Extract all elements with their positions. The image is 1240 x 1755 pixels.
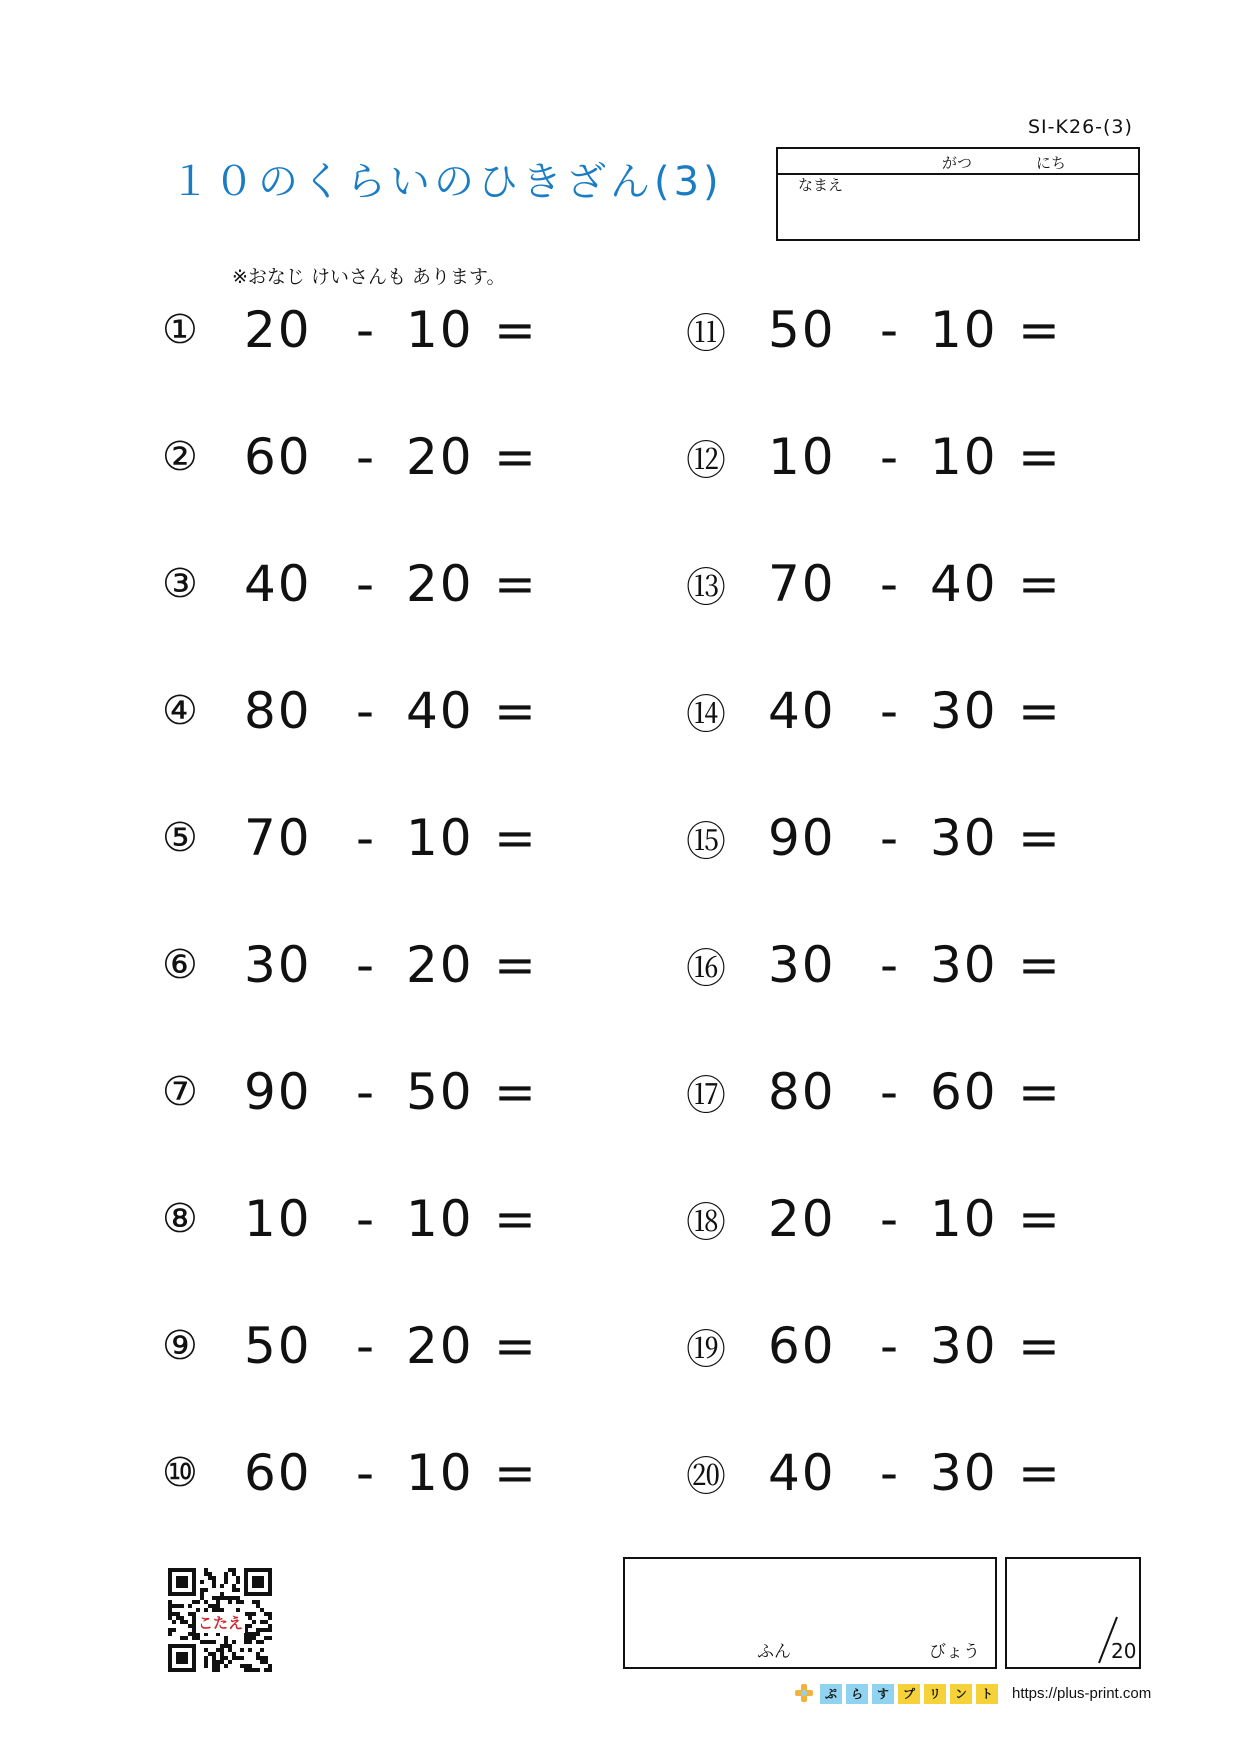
- problem-item: [686, 1443, 1062, 1503]
- problem-expression: [768, 1190, 1062, 1248]
- subtrahend: 20: [406, 555, 474, 613]
- problem-item: [162, 1316, 538, 1376]
- logo-tile: ら: [846, 1684, 868, 1704]
- minus-sign: -: [879, 682, 901, 740]
- problem-item: [162, 808, 538, 868]
- logo-tile: リ: [924, 1684, 946, 1704]
- answer-label: こたえ: [198, 1614, 244, 1632]
- subtrahend: 20: [406, 1317, 474, 1375]
- equals-sign: =: [1018, 936, 1062, 994]
- problem-item: [162, 300, 538, 360]
- minus-sign: -: [355, 1444, 377, 1502]
- equals-sign: =: [494, 809, 538, 867]
- problem-expression: [244, 936, 538, 994]
- minuend: 90: [768, 809, 836, 867]
- problem-number: ⑨: [162, 1323, 198, 1369]
- problem-number: ⑪: [686, 310, 726, 357]
- subtrahend: 10: [406, 1190, 474, 1248]
- minuend: 80: [244, 682, 312, 740]
- equals-sign: =: [1018, 1317, 1062, 1375]
- subtrahend: 10: [930, 428, 998, 486]
- equals-sign: =: [494, 682, 538, 740]
- minus-sign: -: [355, 936, 377, 994]
- minus-sign: -: [355, 301, 377, 359]
- minuend: 60: [244, 428, 312, 486]
- problem-expression: [244, 1317, 538, 1375]
- subtrahend: 50: [406, 1063, 474, 1121]
- site-url[interactable]: https://plus-print.com: [1012, 1684, 1152, 1702]
- problem-number: ⑫: [686, 437, 726, 484]
- problem-expression: [768, 1063, 1062, 1121]
- minutes-label: ふん: [757, 1642, 791, 1662]
- minuend: 60: [768, 1317, 836, 1375]
- minus-sign: -: [355, 1317, 377, 1375]
- problem-expression: [244, 428, 538, 486]
- equals-sign: =: [494, 936, 538, 994]
- problem-number: ⑲: [686, 1326, 726, 1373]
- equals-sign: =: [494, 428, 538, 486]
- problem-item: [162, 427, 538, 487]
- equals-sign: =: [1018, 809, 1062, 867]
- equals-sign: =: [494, 1317, 538, 1375]
- minuend: 10: [768, 428, 836, 486]
- problem-number: ①: [162, 307, 198, 353]
- instruction-note: ※おなじ けいさんも あります。: [232, 266, 506, 288]
- problem-expression: [244, 555, 538, 613]
- problem-expression: [244, 682, 538, 740]
- equals-sign: =: [494, 1190, 538, 1248]
- minuend: 20: [768, 1190, 836, 1248]
- minuend: 90: [244, 1063, 312, 1121]
- subtrahend: 40: [930, 555, 998, 613]
- seconds-label: びょう: [929, 1642, 980, 1662]
- minus-sign: -: [879, 301, 901, 359]
- problem-item: [686, 300, 1062, 360]
- minuend: 30: [244, 936, 312, 994]
- equals-sign: =: [1018, 301, 1062, 359]
- subtrahend: 20: [406, 428, 474, 486]
- problem-expression: [768, 809, 1062, 867]
- subtrahend: 10: [406, 301, 474, 359]
- minuend: 70: [244, 809, 312, 867]
- subtrahend: 10: [406, 809, 474, 867]
- subtrahend: 30: [930, 936, 998, 994]
- month-label: がつ: [942, 154, 973, 172]
- equals-sign: =: [494, 555, 538, 613]
- logo-tile: ト: [976, 1684, 998, 1704]
- minuend: 50: [244, 1317, 312, 1375]
- problem-expression: [244, 809, 538, 867]
- time-box: [623, 1557, 997, 1669]
- minus-sign: -: [355, 1190, 377, 1248]
- logo-tiles: [820, 1683, 1002, 1704]
- minus-sign: -: [879, 1063, 901, 1121]
- score-box: [1005, 1557, 1141, 1669]
- problem-number: ⑯: [686, 945, 726, 992]
- minuend: 10: [244, 1190, 312, 1248]
- minuend: 30: [768, 936, 836, 994]
- problem-expression: [768, 936, 1062, 994]
- subtrahend: 10: [930, 1190, 998, 1248]
- problem-expression: [244, 301, 538, 359]
- problem-item: [686, 935, 1062, 995]
- minus-sign: -: [879, 1317, 901, 1375]
- footer: [794, 1680, 1151, 1706]
- equals-sign: =: [1018, 555, 1062, 613]
- problem-number: ④: [162, 688, 198, 734]
- subtrahend: 10: [930, 301, 998, 359]
- logo-tile: ぷ: [820, 1684, 842, 1704]
- minus-sign: -: [879, 1190, 901, 1248]
- problem-item: [162, 1443, 538, 1503]
- problem-item: [686, 1189, 1062, 1249]
- minus-sign: -: [355, 428, 377, 486]
- minus-sign: -: [355, 1063, 377, 1121]
- problem-item: [686, 808, 1062, 868]
- problem-item: [162, 1189, 538, 1249]
- minus-sign: -: [879, 555, 901, 613]
- problem-expression: [768, 682, 1062, 740]
- logo-tile: す: [872, 1684, 894, 1704]
- problem-item: [162, 554, 538, 614]
- problem-number: ⑳: [686, 1453, 726, 1500]
- problem-expression: [244, 1063, 538, 1121]
- problem-expression: [768, 428, 1062, 486]
- minus-sign: -: [355, 809, 377, 867]
- worksheet-code: SI-K26-(3): [1028, 116, 1133, 138]
- problem-item: [686, 1062, 1062, 1122]
- equals-sign: =: [1018, 1444, 1062, 1502]
- problem-expression: [768, 1444, 1062, 1502]
- equals-sign: =: [1018, 1063, 1062, 1121]
- problem-number: ⑥: [162, 942, 198, 988]
- subtrahend: 60: [930, 1063, 998, 1121]
- problem-number: ⑱: [686, 1199, 726, 1246]
- minuend: 50: [768, 301, 836, 359]
- score-total: 20: [1111, 1639, 1137, 1663]
- problem-expression: [244, 1444, 538, 1502]
- minus-sign: -: [879, 428, 901, 486]
- day-label: にち: [1036, 154, 1067, 172]
- page-title: １０のくらいのひきざん(3): [170, 159, 723, 205]
- problem-number: ⑦: [162, 1069, 198, 1115]
- logo-tile: プ: [898, 1684, 920, 1704]
- problem-item: [162, 935, 538, 995]
- subtrahend: 30: [930, 809, 998, 867]
- problem-number: ②: [162, 434, 198, 480]
- problem-item: [686, 681, 1062, 741]
- subtrahend: 40: [406, 682, 474, 740]
- problem-expression: [768, 555, 1062, 613]
- subtrahend: 30: [930, 682, 998, 740]
- name-label: なまえ: [798, 176, 844, 194]
- minus-sign: -: [879, 936, 901, 994]
- problem-item: [686, 1316, 1062, 1376]
- minus-sign: -: [879, 809, 901, 867]
- problem-item: [162, 1062, 538, 1122]
- problem-number: ⑭: [686, 691, 726, 738]
- problem-expression: [768, 301, 1062, 359]
- minus-sign: -: [355, 555, 377, 613]
- problem-number: ⑰: [686, 1072, 726, 1119]
- problem-item: [686, 427, 1062, 487]
- minuend: 80: [768, 1063, 836, 1121]
- equals-sign: =: [494, 1444, 538, 1502]
- minuend: 70: [768, 555, 836, 613]
- minus-sign: -: [355, 682, 377, 740]
- equals-sign: =: [494, 1063, 538, 1121]
- problem-number: ③: [162, 561, 198, 607]
- minuend: 20: [244, 301, 312, 359]
- equals-sign: =: [1018, 428, 1062, 486]
- problem-item: [686, 554, 1062, 614]
- subtrahend: 30: [930, 1317, 998, 1375]
- problem-number: ⑮: [686, 818, 726, 865]
- minus-sign: -: [879, 1444, 901, 1502]
- minuend: 40: [768, 1444, 836, 1502]
- subtrahend: 10: [406, 1444, 474, 1502]
- minuend: 40: [244, 555, 312, 613]
- problem-number: ⑩: [162, 1450, 198, 1496]
- problem-number: ⑤: [162, 815, 198, 861]
- subtrahend: 30: [930, 1444, 998, 1502]
- subtrahend: 20: [406, 936, 474, 994]
- plus-logo-icon: [794, 1683, 814, 1703]
- minuend: 40: [768, 682, 836, 740]
- minuend: 60: [244, 1444, 312, 1502]
- problem-expression: [244, 1190, 538, 1248]
- logo-tile: ン: [950, 1684, 972, 1704]
- problem-item: [162, 681, 538, 741]
- equals-sign: =: [1018, 1190, 1062, 1248]
- problem-number: ⑬: [686, 564, 726, 611]
- problem-number: ⑧: [162, 1196, 198, 1242]
- problem-expression: [768, 1317, 1062, 1375]
- equals-sign: =: [494, 301, 538, 359]
- equals-sign: =: [1018, 682, 1062, 740]
